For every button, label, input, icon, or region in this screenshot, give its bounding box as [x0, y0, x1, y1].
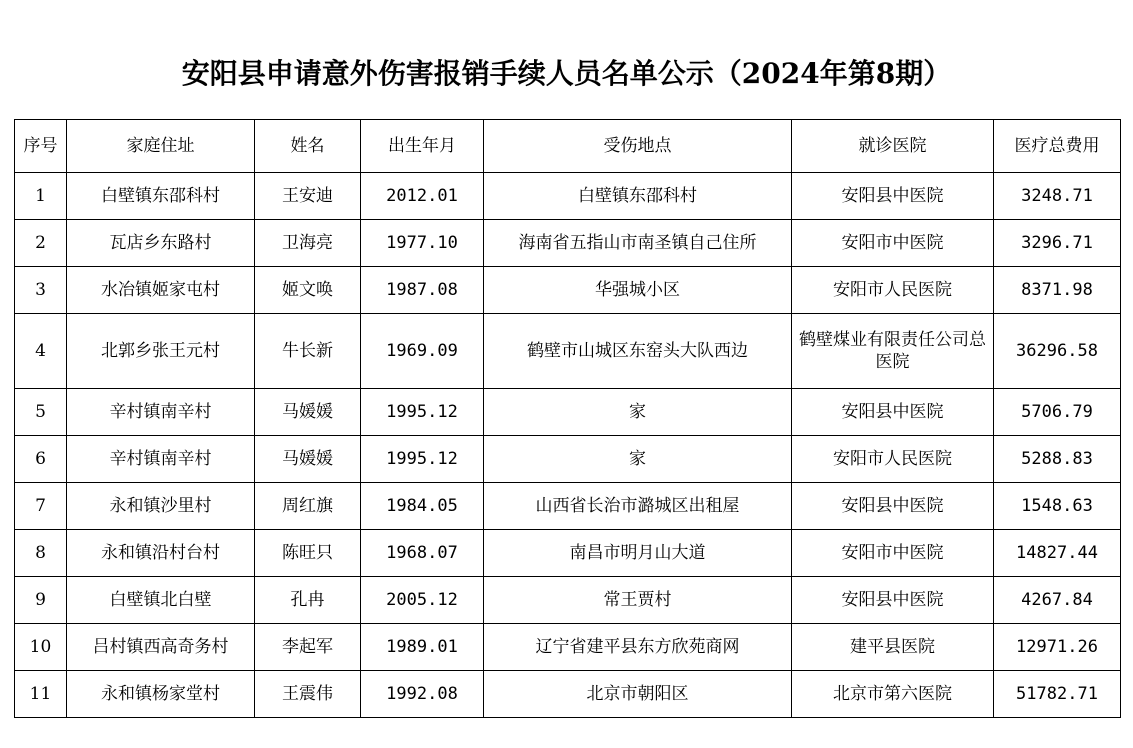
cell-address: 永和镇沿村台村 [67, 530, 255, 577]
cell-index: 4 [15, 314, 67, 389]
cell-index: 10 [15, 624, 67, 671]
cell-injury-place: 山西省长治市潞城区出租屋 [484, 483, 792, 530]
cell-hospital: 建平县医院 [792, 624, 994, 671]
table-row [15, 530, 1121, 577]
cell-address: 白壁镇东邵科村 [67, 173, 255, 220]
cell-birth: 1977.10 [361, 220, 484, 267]
cell-name: 马媛媛 [255, 389, 361, 436]
cell-cost: 14827.44 [994, 530, 1121, 577]
cell-cost: 8371.98 [994, 267, 1121, 314]
cell-address: 辛村镇南辛村 [67, 436, 255, 483]
cell-hospital: 鹤壁煤业有限责任公司总医院 [792, 314, 994, 389]
cell-hospital: 安阳县中医院 [792, 389, 994, 436]
cell-injury-place: 华强城小区 [484, 267, 792, 314]
cell-address: 吕村镇西高奇务村 [67, 624, 255, 671]
cell-birth: 1968.07 [361, 530, 484, 577]
table-row [15, 314, 1121, 389]
cell-name: 牛长新 [255, 314, 361, 389]
col-header-cost: 医疗总费用 [994, 120, 1121, 173]
cell-hospital: 安阳市人民医院 [792, 436, 994, 483]
cell-index: 8 [15, 530, 67, 577]
cell-birth: 1992.08 [361, 671, 484, 718]
cell-injury-place: 家 [484, 436, 792, 483]
cell-cost: 3296.71 [994, 220, 1121, 267]
cell-name: 陈旺只 [255, 530, 361, 577]
cell-cost: 12971.26 [994, 624, 1121, 671]
col-header-index: 序号 [15, 120, 67, 173]
cell-hospital: 安阳县中医院 [792, 577, 994, 624]
cell-index: 6 [15, 436, 67, 483]
cell-birth: 2012.01 [361, 173, 484, 220]
cell-name: 周红旗 [255, 483, 361, 530]
table-row [15, 436, 1121, 483]
cell-injury-place: 南昌市明月山大道 [484, 530, 792, 577]
cell-address: 水冶镇姬家屯村 [67, 267, 255, 314]
cell-hospital: 安阳市人民医院 [792, 267, 994, 314]
cell-cost: 1548.63 [994, 483, 1121, 530]
cell-birth: 1995.12 [361, 389, 484, 436]
cell-injury-place: 辽宁省建平县东方欣苑商网 [484, 624, 792, 671]
cell-injury-place: 常王贾村 [484, 577, 792, 624]
cell-hospital: 北京市第六医院 [792, 671, 994, 718]
col-header-hospital: 就诊医院 [792, 120, 994, 173]
roster-body [15, 173, 1121, 718]
table-row [15, 483, 1121, 530]
cell-cost: 5288.83 [994, 436, 1121, 483]
table-row [15, 220, 1121, 267]
cell-birth: 1969.09 [361, 314, 484, 389]
cell-hospital: 安阳市中医院 [792, 530, 994, 577]
cell-injury-place: 白壁镇东邵科村 [484, 173, 792, 220]
header-row [15, 120, 1121, 173]
cell-birth: 2005.12 [361, 577, 484, 624]
cell-hospital: 安阳市中医院 [792, 220, 994, 267]
cell-address: 永和镇沙里村 [67, 483, 255, 530]
cell-cost: 36296.58 [994, 314, 1121, 389]
cell-name: 卫海亮 [255, 220, 361, 267]
roster-table [14, 119, 1121, 718]
cell-birth: 1984.05 [361, 483, 484, 530]
cell-hospital: 安阳县中医院 [792, 173, 994, 220]
cell-index: 1 [15, 173, 67, 220]
cell-cost: 3248.71 [994, 173, 1121, 220]
cell-injury-place: 海南省五指山市南圣镇自己住所 [484, 220, 792, 267]
table-row [15, 624, 1121, 671]
col-header-name: 姓名 [255, 120, 361, 173]
cell-birth: 1989.01 [361, 624, 484, 671]
cell-name: 王震伟 [255, 671, 361, 718]
table-row [15, 671, 1121, 718]
cell-index: 9 [15, 577, 67, 624]
table-row [15, 577, 1121, 624]
cell-address: 瓦店乡东路村 [67, 220, 255, 267]
table-row [15, 173, 1121, 220]
cell-address: 白壁镇北白壁 [67, 577, 255, 624]
cell-index: 7 [15, 483, 67, 530]
cell-index: 5 [15, 389, 67, 436]
cell-index: 2 [15, 220, 67, 267]
cell-injury-place: 北京市朝阳区 [484, 671, 792, 718]
cell-name: 孔冉 [255, 577, 361, 624]
cell-cost: 5706.79 [994, 389, 1121, 436]
col-header-address: 家庭住址 [67, 120, 255, 173]
cell-hospital: 安阳县中医院 [792, 483, 994, 530]
cell-address: 永和镇杨家堂村 [67, 671, 255, 718]
col-header-birth: 出生年月 [361, 120, 484, 173]
table-row [15, 267, 1121, 314]
cell-name: 姬文唤 [255, 267, 361, 314]
cell-address: 北郭乡张王元村 [67, 314, 255, 389]
cell-name: 马媛媛 [255, 436, 361, 483]
page-title: 安阳县申请意外伤害报销手续人员名单公示（2024年第8期） [181, 57, 952, 90]
cell-birth: 1995.12 [361, 436, 484, 483]
cell-index: 11 [15, 671, 67, 718]
table-row [15, 389, 1121, 436]
cell-cost: 4267.84 [994, 577, 1121, 624]
cell-injury-place: 家 [484, 389, 792, 436]
cell-name: 王安迪 [255, 173, 361, 220]
cell-index: 3 [15, 267, 67, 314]
cell-cost: 51782.71 [994, 671, 1121, 718]
cell-injury-place: 鹤壁市山城区东窑头大队西边 [484, 314, 792, 389]
cell-name: 李起军 [255, 624, 361, 671]
cell-address: 辛村镇南辛村 [67, 389, 255, 436]
col-header-injury-place: 受伤地点 [484, 120, 792, 173]
cell-birth: 1987.08 [361, 267, 484, 314]
